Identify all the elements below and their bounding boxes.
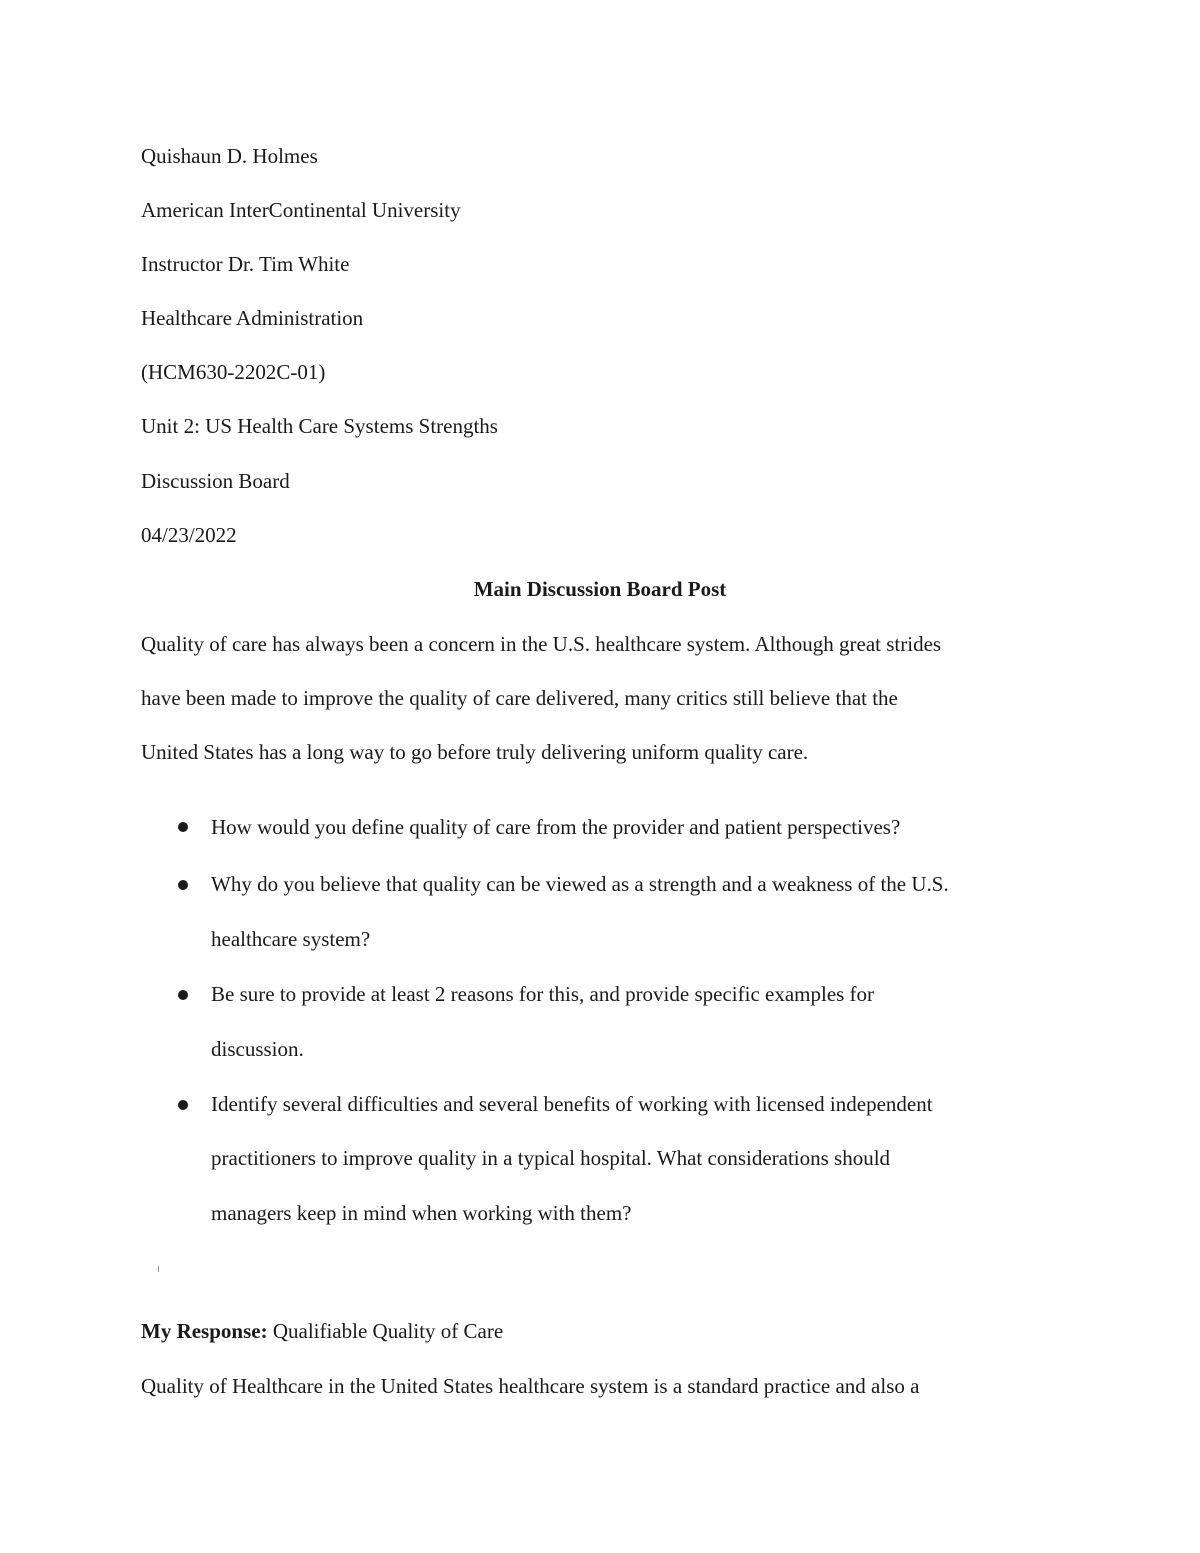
list-item-text: Identify several difficulties and several benefits of working with licensed independent [211,1092,933,1116]
instructor-name: Instructor Dr. Tim White [141,252,350,276]
stray-mark [158,1266,159,1272]
course-code: (HCM630-2202C-01) [141,360,326,384]
bullet-icon [178,1100,188,1110]
assignment-type: Discussion Board [141,469,290,493]
main-post-title: Main Discussion Board Post [473,577,727,601]
response-heading [141,1317,503,1345]
list-item-text: How would you define quality of care from the provider and patient perspectives? [211,815,901,839]
list-item-text: discussion. [211,1037,304,1061]
paragraph-line: United States has a long way to go before truly delivering uniform quality care. [141,740,809,764]
paragraph-line: have been made to improve the quality of care delivered, many critics still believe that the [141,686,898,710]
unit-title: Unit 2: US Health Care Systems Strengths [141,414,498,438]
paragraph-line: Quality of care has always been a concern in the U.S. healthcare system. Although great strides [141,632,942,656]
university-name: American InterContinental University [141,198,461,222]
list-item-text: managers keep in mind when working with them? [211,1201,632,1225]
response-title: Qualifiable Quality of Care [267,1319,504,1343]
list-item-text: Why do you believe that quality can be viewed as a strength and a weakness of the U.S. [211,872,949,896]
list-item-text: practitioners to improve quality in a typical hospital. What considerations should [211,1146,891,1170]
author-name: Quishaun D. Holmes [141,144,318,168]
response-text-line: Quality of Healthcare in the United States healthcare system is a standard practice and also a [141,1374,920,1398]
bullet-icon [178,880,188,890]
list-item-text: Be sure to provide at least 2 reasons for this, and provide specific examples for [211,982,875,1006]
list-item-text: healthcare system? [211,927,371,951]
response-label: My Response: [141,1319,268,1343]
document-date: 04/23/2022 [141,523,237,547]
course-name: Healthcare Administration [141,306,364,330]
bullet-icon [178,990,188,1000]
bullet-icon [178,822,188,832]
